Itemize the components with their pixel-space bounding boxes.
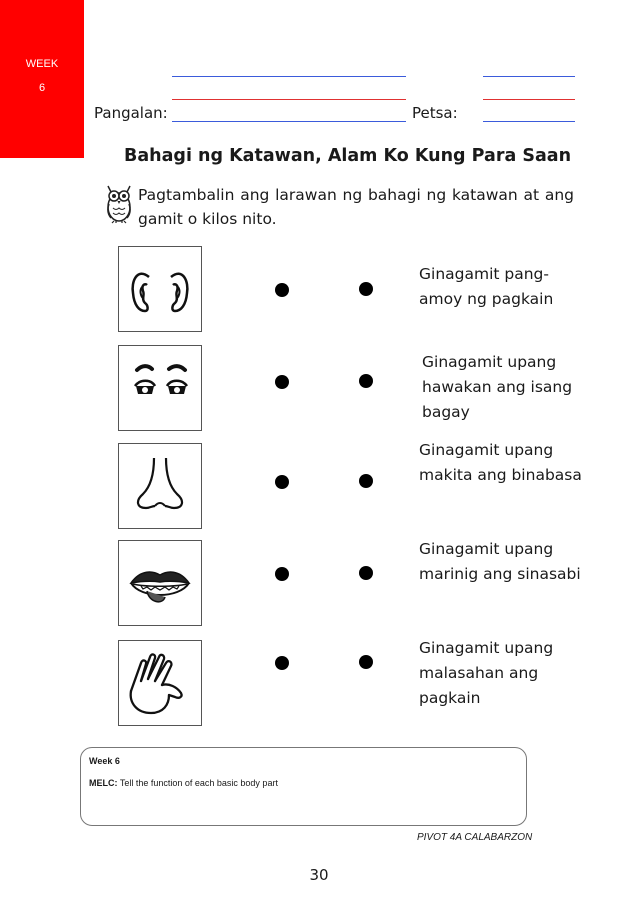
answer-dot-5[interactable] [359, 655, 373, 669]
name-guide-line-bottom[interactable] [172, 121, 406, 122]
answer-dot-4[interactable] [359, 566, 373, 580]
mouth-icon [119, 541, 201, 625]
answer-dot-1[interactable] [359, 282, 373, 296]
mouth-picture [118, 540, 202, 626]
name-guide-line-middle [172, 99, 406, 100]
name-guide-line-top [172, 76, 406, 77]
picture-dot-ears[interactable] [275, 283, 289, 297]
instructions: Pagtambalin ang larawan ng bahagi ng katawan at ang gamit o kilos nito. [138, 186, 574, 228]
answer-text-3: Ginagamit upang makita ang binabasa [419, 441, 582, 484]
eyes-picture [118, 345, 202, 431]
melc-text: Tell the function of each basic body part [119, 778, 278, 788]
ears-icon [119, 247, 201, 331]
eyes-icon [119, 346, 201, 430]
date-guide-line-bottom[interactable] [483, 121, 575, 122]
nose-picture [118, 443, 202, 529]
hand-picture [118, 640, 202, 726]
melc-week: Week 6 [89, 756, 120, 766]
answer-text-2: Ginagamit upang hawakan ang isang bagay [422, 353, 573, 421]
answer-dot-3[interactable] [359, 474, 373, 488]
picture-dot-nose[interactable] [275, 475, 289, 489]
page-title: Bahagi ng Katawan, Alam Ko Kung Para Saan [124, 146, 572, 166]
nose-icon [119, 444, 201, 528]
answer-text-4: Ginagamit upang marinig ang sinasabi [419, 540, 581, 583]
footer-source: PIVOT 4A CALABARZON [417, 832, 533, 843]
answer-text-1: Ginagamit pang- amoy ng pagkain [419, 265, 554, 308]
date-label: Petsa: [412, 104, 458, 122]
answer-dot-2[interactable] [359, 374, 373, 388]
ears-picture [118, 246, 202, 332]
week-number: 6 [38, 82, 46, 94]
name-label: Pangalan: [94, 104, 168, 122]
picture-dot-mouth[interactable] [275, 567, 289, 581]
picture-dot-hand[interactable] [275, 656, 289, 670]
melc-box [80, 747, 527, 826]
hand-icon [119, 641, 201, 725]
picture-dot-eyes[interactable] [275, 375, 289, 389]
melc-label: MELC: [89, 778, 118, 788]
owl-icon [103, 180, 135, 228]
melc-line [89, 778, 278, 788]
week-label: WEEK [25, 58, 59, 70]
date-guide-line-middle [483, 99, 575, 100]
answer-text-5: Ginagamit upang malasahan ang pagkain [419, 639, 554, 707]
page-number: 30 [309, 866, 329, 884]
week-tab [0, 0, 84, 158]
date-guide-line-top [483, 76, 575, 77]
